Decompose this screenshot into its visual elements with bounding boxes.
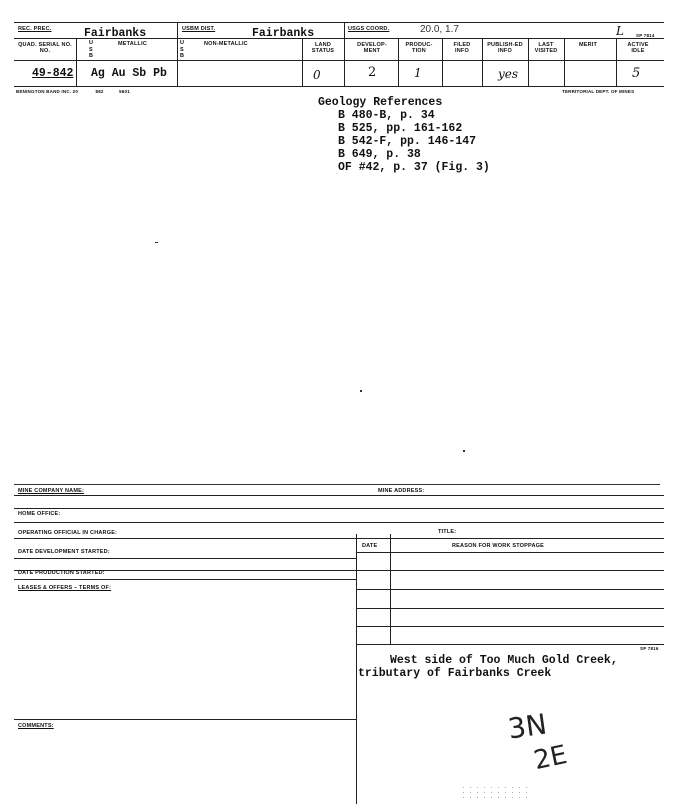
geology-ref-list bbox=[338, 109, 490, 174]
quad-serial-label: QUAD. SERIAL NO. NO. bbox=[18, 42, 72, 54]
merit-label: MERIT bbox=[578, 42, 598, 48]
active-idle-value: 5 bbox=[632, 66, 641, 81]
geology-ref: B 525, pp. 161-162 bbox=[338, 122, 463, 135]
location-line1: West side of Too Much Gold Creek, bbox=[390, 654, 618, 667]
date-production-label: DATE PRODUCTION STARTED: bbox=[18, 570, 105, 576]
land-status-label: LAND STATUS bbox=[311, 42, 335, 54]
last-visited-label: LAST VISITED bbox=[534, 42, 558, 54]
comments-label: COMMENTS: bbox=[18, 723, 54, 729]
quad-serial-value: 49-842 bbox=[32, 67, 74, 80]
form-number-2: SP 7816 bbox=[640, 646, 659, 651]
development-value: 2 bbox=[368, 65, 377, 80]
nonmetallic-label: NON-METALLIC bbox=[204, 41, 248, 47]
form-number: SP 7814 bbox=[636, 33, 655, 38]
usb-letters-nonmetallic: U S B bbox=[180, 40, 185, 59]
mine-company-label: MINE COMPANY NAME: bbox=[18, 488, 85, 494]
published-info-label: PUBLISH-ED INFO bbox=[487, 42, 523, 54]
metallic-value: Ag Au Sb Pb bbox=[91, 67, 167, 80]
printer-code2: 5601 bbox=[119, 89, 130, 94]
stray-mark bbox=[155, 242, 158, 243]
printer-line bbox=[16, 89, 130, 95]
development-label: DEVELOP-MENT bbox=[357, 42, 387, 54]
rec-prec-value: Fairbanks bbox=[84, 27, 147, 40]
location-line2: tributary of Fairbanks Creek bbox=[358, 667, 552, 680]
territorial-dept: TERRITORIAL DEPT. OF MINES bbox=[562, 89, 635, 94]
filed-info-label: FILED INFO bbox=[453, 42, 471, 54]
published-info-value: yes bbox=[498, 67, 519, 81]
handwritten-range: 2E bbox=[531, 739, 570, 777]
stray-mark bbox=[463, 450, 465, 452]
rec-prec-label: REC. PREC. bbox=[18, 26, 52, 32]
geology-ref: B 542-F, pp. 146-147 bbox=[338, 135, 477, 148]
production-value: 1 bbox=[414, 66, 422, 80]
mine-address-label: MINE ADDRESS: bbox=[378, 488, 425, 494]
corner-mark: L bbox=[616, 24, 624, 38]
metallic-label: METALLIC bbox=[118, 41, 147, 47]
stray-mark bbox=[360, 390, 362, 392]
production-label: PRODUC-TION bbox=[405, 42, 433, 54]
date-development-label: DATE DEVELOPMENT STARTED: bbox=[18, 549, 110, 555]
handwritten-township: 3N bbox=[505, 707, 549, 746]
leases-label: LEASES & OFFERS – TERMS OF: bbox=[18, 585, 112, 591]
usgs-coord-value: 20.0, 1.7 bbox=[420, 24, 459, 35]
usgs-coord-label: USGS COORD. bbox=[348, 26, 390, 32]
operating-official-label: OPERATING OFFICIAL IN CHARGE: bbox=[18, 530, 118, 536]
printer-name: BENINGTON BAND INC. 20 bbox=[16, 89, 79, 94]
speckle-marks bbox=[460, 785, 530, 799]
geology-ref: B 649, p. 38 bbox=[338, 148, 421, 161]
land-status-value: 0 bbox=[313, 68, 321, 82]
usb-letters-metallic: U S B bbox=[89, 40, 94, 59]
usbm-dist-value: Fairbanks bbox=[252, 27, 315, 40]
reason-header: REASON FOR WORK STOPPAGE bbox=[452, 543, 544, 549]
geology-heading: Geology References bbox=[318, 96, 443, 109]
title-label: TITLE: bbox=[438, 529, 457, 535]
geology-ref: OF #42, p. 37 (Fig. 3) bbox=[338, 161, 490, 174]
active-idle-label: ACTIVE IDLE bbox=[627, 42, 649, 54]
geology-ref: B 480-B, p. 34 bbox=[338, 109, 435, 122]
usbm-dist-label: USBM DIST. bbox=[182, 26, 216, 32]
printer-code1: 882 bbox=[95, 89, 104, 94]
home-office-label: HOME OFFICE: bbox=[18, 511, 61, 517]
date-header: DATE bbox=[362, 543, 378, 549]
